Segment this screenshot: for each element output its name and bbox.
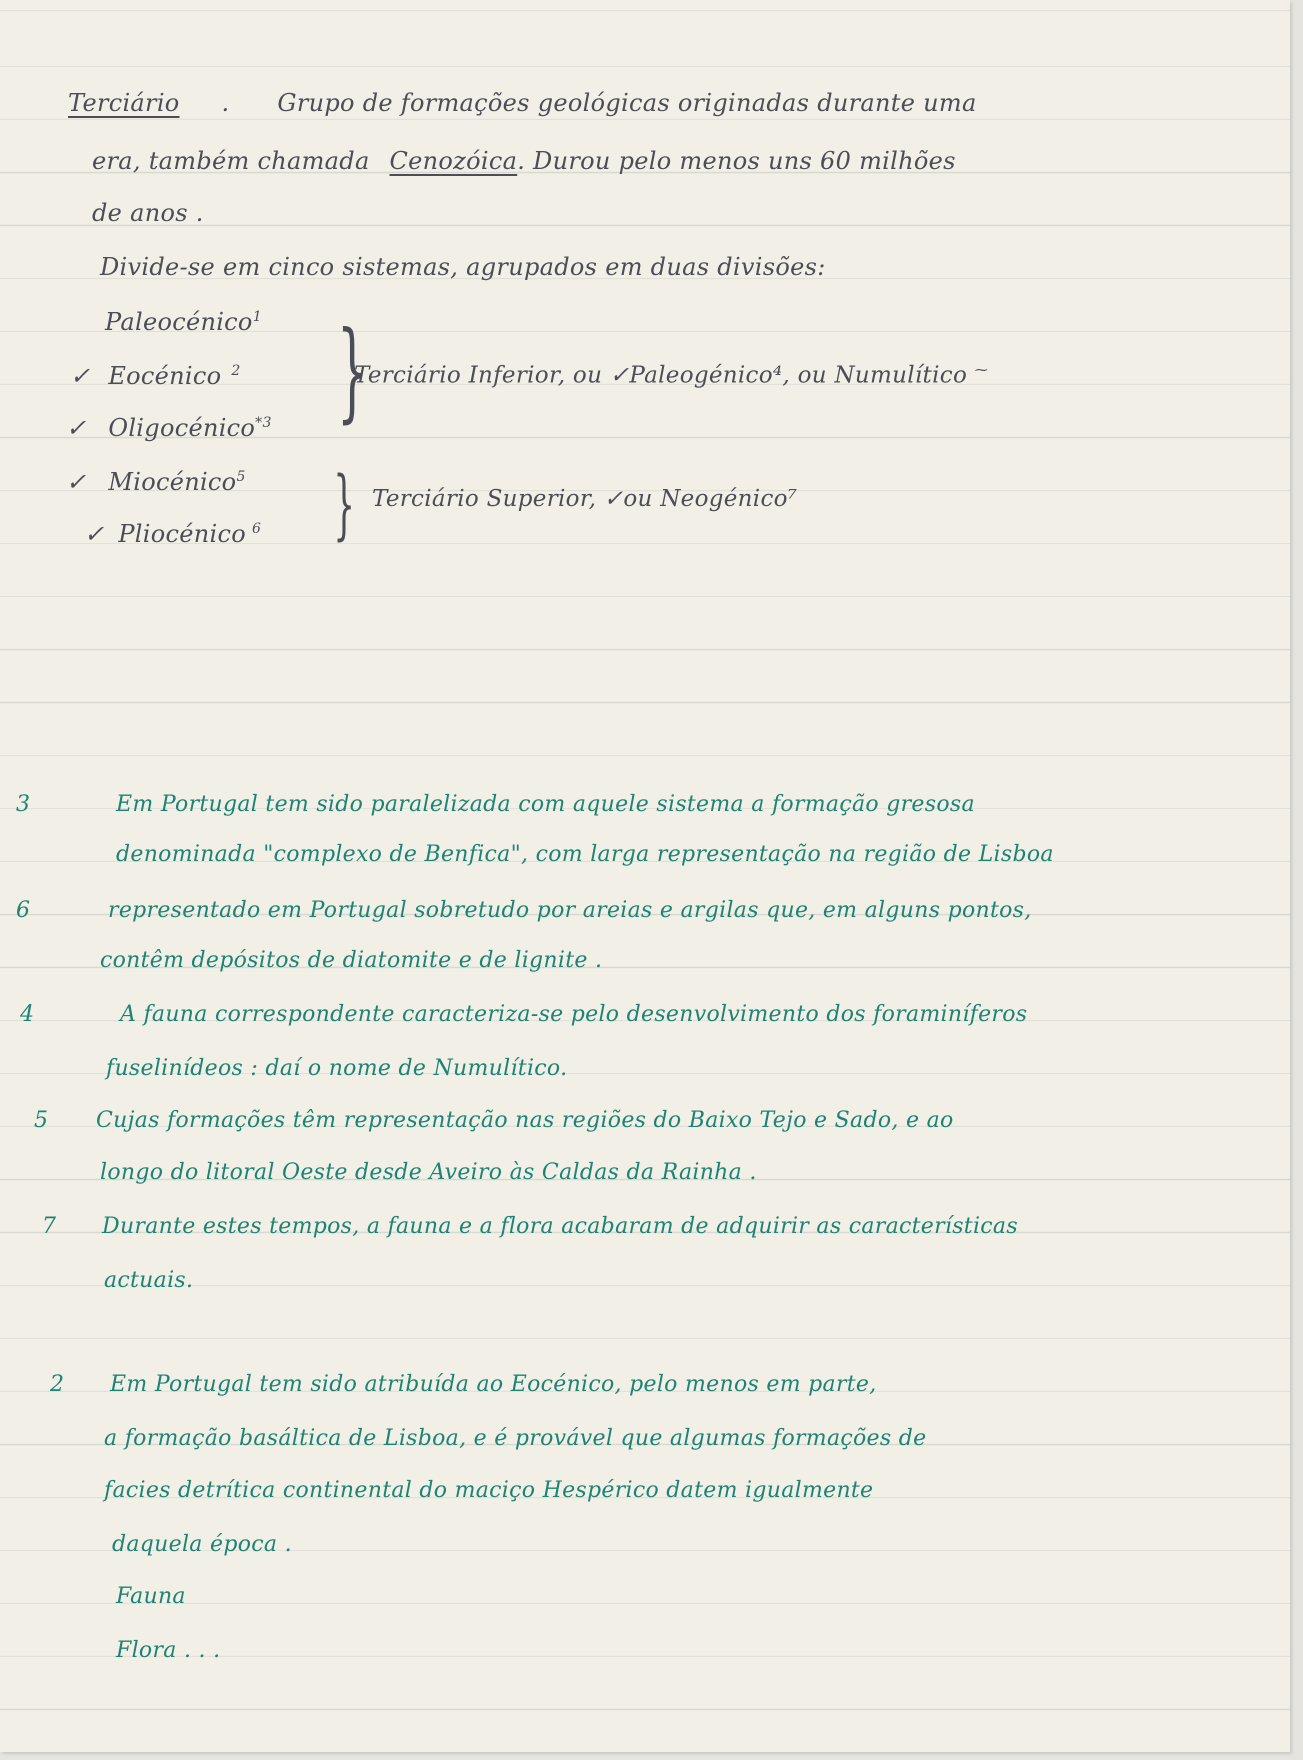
system-eocenico	[70, 356, 241, 391]
note-4	[20, 1000, 1028, 1030]
note-text: Em Portugal tem sido atribuída ao Eocénico, pelo menos em parte,	[110, 1372, 877, 1397]
note-5	[34, 1106, 954, 1136]
brace-superior: }	[333, 459, 356, 548]
system-pliocenico	[84, 514, 261, 549]
note-number: 7	[42, 1214, 57, 1239]
scribble-mark: ⁓	[974, 363, 989, 378]
note-2-cont-3: daquela época .	[112, 1532, 292, 1557]
heading-line-2-post: . Durou pelo menos uns 60 milhões	[517, 147, 956, 175]
note-number: 2	[50, 1372, 65, 1397]
note-7	[42, 1212, 1018, 1242]
term-cenozoica: Cenozóica	[389, 147, 518, 175]
heading-line-1-text: Grupo de formações geológicas originadas durante uma	[277, 89, 977, 117]
note-text: Durante estes tempos, a fauna e a flora acabaram de adquirir as características	[102, 1214, 1018, 1239]
note-text: A fauna correspondente caracteriza-se pelo desenvolvimento dos foraminíferos	[120, 1002, 1028, 1027]
system-footnote: 2	[231, 363, 241, 379]
note-6	[16, 896, 1032, 926]
system-footnote: 1	[252, 309, 262, 325]
heading-line-1	[68, 88, 977, 118]
heading-line-2	[92, 146, 956, 176]
group-inferior-text: Terciário Inferior, ou ✓Paleogénico⁴, ou Numulítico	[354, 362, 968, 389]
note-2	[50, 1370, 877, 1400]
note-text: representado em Portugal sobretudo por areias e argilas que, em alguns pontos,	[108, 898, 1032, 923]
note-3	[16, 790, 975, 820]
group-superior: Terciário Superior, ✓ou Neogénico⁷	[372, 486, 798, 512]
system-name: Oligocénico	[108, 414, 256, 442]
system-footnote: *3	[255, 415, 272, 431]
system-name: Eocénico	[108, 362, 222, 390]
note-text: Em Portugal tem sido paralelizada com aquele sistema a formação gresosa	[116, 792, 975, 817]
note-5-cont: longo do litoral Oeste desde Aveiro às Caldas da Rainha .	[100, 1160, 757, 1185]
note-2-cont-1: a formação basáltica de Lisboa, e é provável que algumas formações de	[104, 1426, 927, 1451]
brace-inferior: }	[336, 309, 368, 434]
heading-separator: .	[221, 89, 230, 117]
note-2-cont-2: facies detrítica continental do maciço Hespérico datem igualmente	[104, 1478, 874, 1503]
note-number: 3	[16, 792, 31, 817]
note-text: Cujas formações têm representação nas regiões do Baixo Tejo e Sado, e ao	[96, 1108, 954, 1133]
note-6-cont: contêm depósitos de diatomite e de lignite .	[100, 948, 603, 973]
note-number: 4	[20, 1002, 35, 1027]
system-footnote: 5	[236, 469, 246, 485]
system-oligocenico	[66, 408, 272, 443]
system-name: Paleocénico	[105, 308, 253, 336]
check-mark: ✓	[66, 414, 87, 442]
note-number: 5	[34, 1108, 49, 1133]
heading-line-3: de anos .	[92, 199, 204, 227]
note-7-cont: actuais.	[104, 1268, 194, 1293]
check-mark: ✓	[70, 362, 91, 390]
system-footnote: 6	[251, 521, 262, 537]
group-inferior	[354, 356, 988, 391]
divides-line: Divide-se em cinco sistemas, agrupados em duas divisões:	[100, 253, 826, 281]
check-mark: ✓	[66, 468, 87, 496]
heading-line-2-pre: era, também chamada	[92, 147, 370, 175]
note-flora: Flora . . .	[116, 1638, 221, 1663]
note-number: 6	[16, 898, 31, 923]
system-paleocenico	[105, 302, 262, 337]
system-name: Miocénico	[108, 468, 237, 496]
check-mark: ✓	[84, 520, 105, 548]
term-terciario: Terciário	[68, 89, 180, 117]
system-name: Pliocénico	[118, 520, 246, 548]
note-fauna: Fauna	[116, 1584, 186, 1609]
note-4-cont: fuselinídeos : daí o nome de Numulítico.	[106, 1056, 568, 1081]
note-3-cont: denominada "complexo de Benfica", com larga representação na região de Lisboa	[116, 842, 1054, 867]
system-miocenico	[66, 462, 246, 497]
